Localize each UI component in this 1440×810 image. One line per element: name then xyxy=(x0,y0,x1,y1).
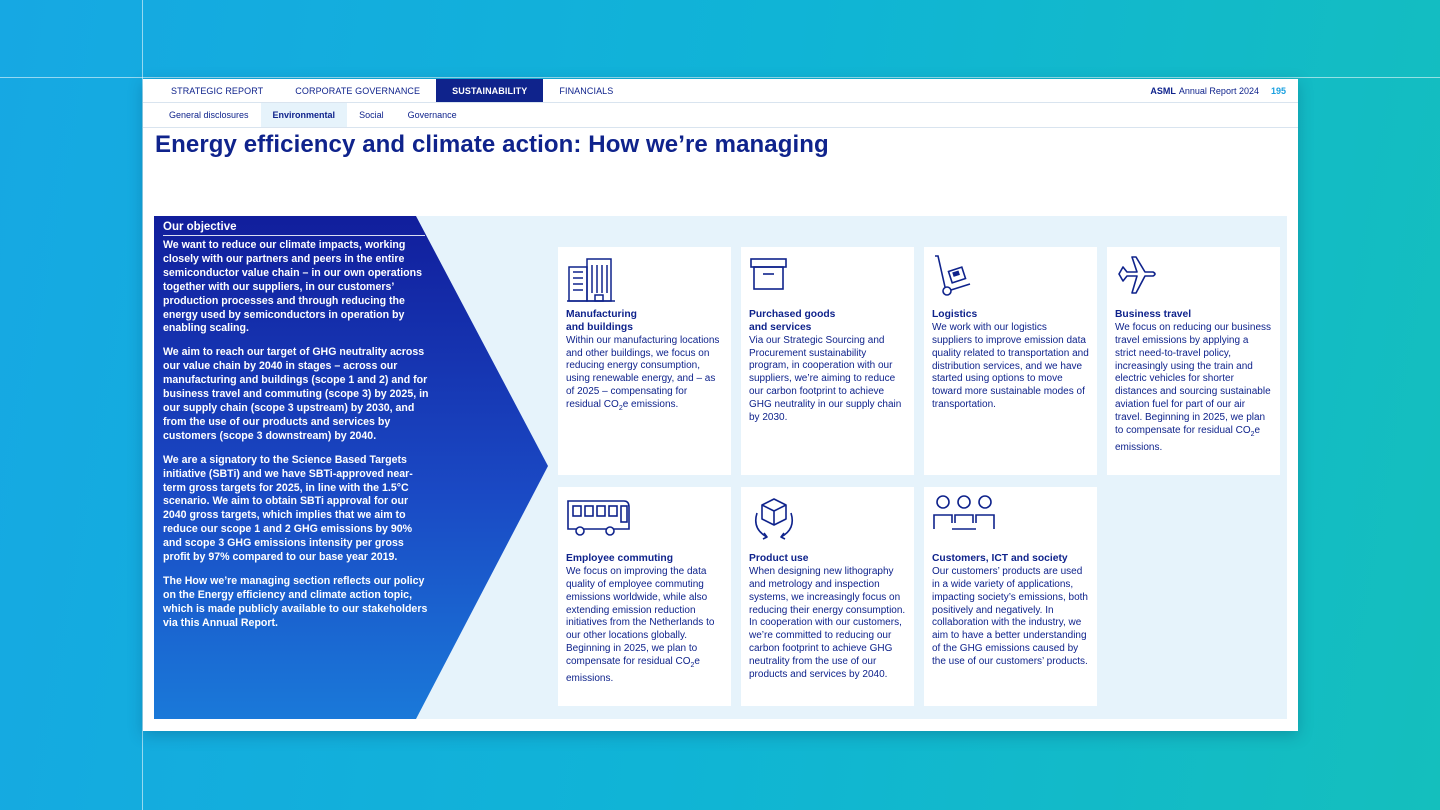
subtab-social[interactable]: Social xyxy=(359,110,384,120)
tab-corporate-governance[interactable]: CORPORATE GOVERNANCE xyxy=(295,85,421,96)
report-name: Annual Report 2024 xyxy=(1178,85,1259,96)
page-title: Energy efficiency and climate action: How we’re managing xyxy=(155,131,829,158)
bus-icon xyxy=(566,493,723,549)
objective-paragraph: We want to reduce our climate impacts, working closely with our partners and peers in the entire semiconductor value chain – in our own operations together with our suppliers, in our customers’ production processes and through reducing the energy used by semiconductors in operation by enabling scaling. xyxy=(163,239,423,335)
card-title: Purchased goods and services xyxy=(749,309,836,333)
building-icon xyxy=(566,253,723,305)
card-purchased-goods xyxy=(741,247,914,475)
card-title: Customers, ICT and society xyxy=(932,553,1068,564)
report-page xyxy=(143,79,1298,731)
tab-financials[interactable]: FINANCIALS xyxy=(559,85,614,96)
card-employee-commuting xyxy=(558,487,731,706)
card-title: Manufacturing and buildings xyxy=(566,309,637,333)
objective-block xyxy=(163,221,431,641)
people-icon xyxy=(932,493,1089,549)
card-product-use xyxy=(741,487,914,706)
box-icon xyxy=(749,253,906,305)
card-text: We focus on improving the data quality of employee commuting emissions worldwide, while also extending emission reduction initiatives from the Netherlands to our other locations globally. Beginning in 2025, we plan to compensate for residual $CO_2e$ emissions. xyxy=(566,565,715,685)
product-cycle-icon xyxy=(749,493,906,549)
card-title: Logistics xyxy=(932,309,978,320)
card-manufacturing-buildings xyxy=(558,247,731,475)
card-title: Employee commuting xyxy=(566,553,673,564)
objective-paragraph: We aim to reach our target of GHG neutrality across our value chain by 2040 in stages – across our manufacturing and buildings (scope 1 and 2) and for business travel and commuting (scope 3) by 2025, in our supply chain (scope 3 upstream) by 2030, and from the use of our products and services by customers (scope 3 downstream) by 2040. xyxy=(163,346,429,442)
card-customers-ict-society xyxy=(924,487,1097,706)
objective-heading: Our objective xyxy=(163,221,425,236)
airplane-icon xyxy=(1115,253,1272,305)
card-title: Product use xyxy=(749,553,809,564)
card-logistics xyxy=(924,247,1097,475)
guide-line-horizontal xyxy=(0,77,1440,78)
tab-sustainability[interactable]: SUSTAINABILITY xyxy=(436,79,543,102)
page-number: 195 xyxy=(1270,85,1286,96)
sub-navigation xyxy=(143,103,1298,128)
card-text: Via our Strategic Sourcing and Procurement sustainability program, in cooperation with our suppliers, we’re aiming to reduce our carbon footprint to achieve GHG neutrality in our supply chain by 2030. xyxy=(749,334,902,424)
hand-truck-icon xyxy=(932,253,1089,305)
tab-strategic-report[interactable]: STRATEGIC REPORT xyxy=(171,85,264,96)
card-business-travel xyxy=(1107,247,1280,475)
card-text: Our customers’ products are used in a wide variety of applications, impacting society’s emissions, both positively and negatively. In collaboration with the industry, we aim to have a better understanding of the GHG emissions caused by the use of our customers’ products. xyxy=(932,565,1088,668)
subtab-general-disclosures[interactable]: General disclosures xyxy=(169,110,249,120)
card-text: We work with our logistics suppliers to improve emission data quality related to transportation and distribution services, and we have started using options to move toward more sustainable modes of transportation. xyxy=(932,321,1089,411)
objective-paragraph: We are a signatory to the Science Based Targets initiative (SBTi) and we have SBTi-approved near-term gross targets for 2025, in line with the 1.5°C scenario. We aim to obtain SBTi approval for our 2040 gross targets, which implies that we aim to reduce our scope 1 and 2 GHG emissions by 90% and scope 3 GHG emissions intensity per gross profit by 97% compared to our base year 2019. xyxy=(163,453,413,564)
brand-name: ASML xyxy=(1150,85,1176,96)
subtab-environmental[interactable]: Environmental xyxy=(261,103,348,127)
report-header-info xyxy=(1150,79,1298,102)
top-navigation xyxy=(143,79,1298,103)
subtab-governance[interactable]: Governance xyxy=(407,110,457,120)
objective-paragraph: The How we’re managing section reflects our policy on the Energy efficiency and climate action topic, which is made publicly available to our stakeholders via this Annual Report. xyxy=(163,574,428,629)
card-text: We focus on reducing our business travel emissions by applying a strict need-to-travel policy, increasingly using the train and electric vehicles for shorter distances and sourcing sustainable aviation fuel for part of our air travel. Beginning in 2025, we plan to compensate for residual $CO_2e$ emissions. xyxy=(1115,321,1272,453)
card-text: When designing new lithography and metrology and inspection systems, we increasingly focus on reducing their energy consumption. In cooperation with our customers, we’re committed to reducing our carbon footprint to achieve GHG neutrality from the use of our products and services by 2040. xyxy=(749,565,906,681)
card-text: Within our manufacturing locations and other buildings, we focus on reducing energy consumption, using renewable energy, and – as of 2025 – compensating for residual $CO_2e$ emissions. xyxy=(566,334,720,413)
card-title: Business travel xyxy=(1115,309,1192,320)
